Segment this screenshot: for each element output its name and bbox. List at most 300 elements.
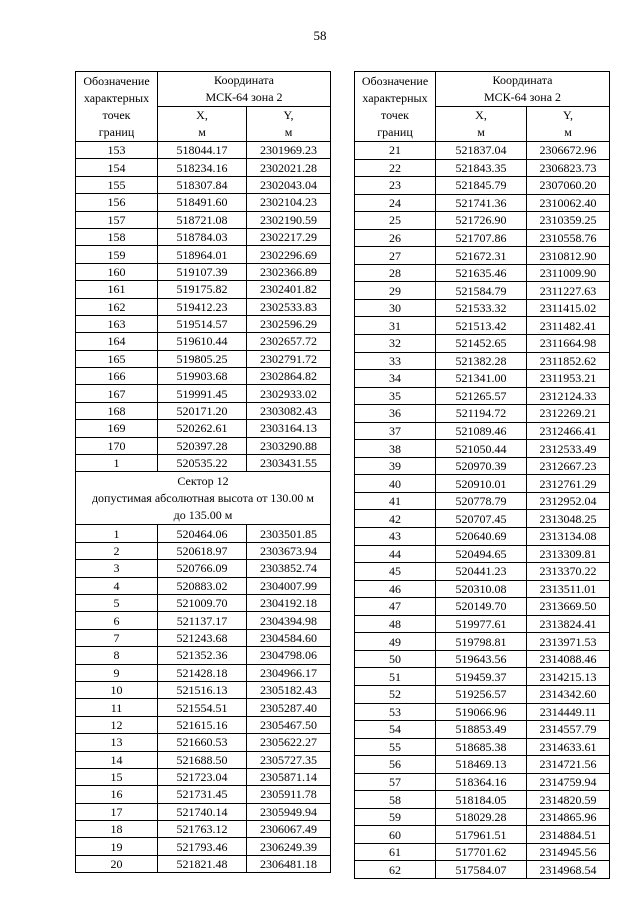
y-coordinate: 2305911.78 [247,786,331,803]
point-id: 15 [76,768,158,785]
x-coordinate: 520149.70 [436,598,527,616]
table-row [355,861,610,879]
table-row [76,525,331,542]
y-coordinate: 2314945.56 [527,843,610,861]
point-id: 28 [355,264,436,282]
header-x: X, м [436,107,527,142]
point-id: 18 [76,821,158,838]
x-coordinate: 520397.28 [158,437,247,454]
coordinates-table-right [354,71,610,879]
x-coordinate: 521265.57 [436,387,527,405]
point-id: 23 [355,177,436,195]
header-y: Y, м [247,107,331,142]
x-coordinate: 520618.97 [158,542,247,559]
header-x: X, м [158,107,247,142]
table-row [355,229,610,247]
point-id: 159 [76,246,158,263]
x-coordinate: 521352.36 [158,647,247,664]
table-row [76,142,331,159]
y-coordinate: 2304192.18 [247,594,331,611]
table-row [355,580,610,598]
x-coordinate: 518721.08 [158,211,247,228]
y-coordinate: 2313370.22 [527,563,610,581]
x-coordinate: 518964.01 [158,246,247,263]
point-id: 36 [355,405,436,423]
x-coordinate: 521723.04 [158,768,247,785]
table-row [76,159,331,176]
x-coordinate: 521428.18 [158,664,247,681]
y-coordinate: 2304394.98 [247,612,331,629]
table-row [76,560,331,577]
y-coordinate: 2314215.13 [527,668,610,686]
y-coordinate: 2302296.69 [247,246,331,263]
x-coordinate: 520970.39 [436,457,527,475]
x-coordinate: 518491.60 [158,194,247,211]
y-coordinate: 2302864.82 [247,368,331,385]
y-coordinate: 2312124.33 [527,387,610,405]
x-coordinate: 521050.44 [436,440,527,458]
point-id: 38 [355,440,436,458]
x-coordinate: 521137.17 [158,612,247,629]
table-row [355,510,610,528]
x-coordinate: 520310.08 [436,580,527,598]
table-row [76,768,331,785]
point-id: 34 [355,370,436,388]
table-row [355,440,610,458]
x-coordinate: 519175.82 [158,281,247,298]
y-coordinate: 2304007.99 [247,577,331,594]
x-coordinate: 517701.62 [436,843,527,861]
table-row [76,664,331,681]
y-coordinate: 2302657.72 [247,333,331,350]
header-point-designation: Обозначение характерных точек границ [355,72,436,142]
point-id: 33 [355,352,436,370]
point-id: 53 [355,703,436,721]
point-id: 1 [76,525,158,542]
y-coordinate: 2314865.96 [527,808,610,826]
x-coordinate: 518469.13 [436,756,527,774]
x-coordinate: 521741.36 [436,194,527,212]
x-coordinate: 521341.00 [436,370,527,388]
y-coordinate: 2310359.25 [527,212,610,230]
point-id: 4 [76,577,158,594]
y-coordinate: 2313669.50 [527,598,610,616]
table-row [355,370,610,388]
point-id: 3 [76,560,158,577]
x-coordinate: 521660.53 [158,734,247,751]
point-id: 42 [355,510,436,528]
point-id: 43 [355,528,436,546]
x-coordinate: 521243.68 [158,629,247,646]
x-coordinate: 521763.12 [158,821,247,838]
x-coordinate: 519459.37 [436,668,527,686]
point-id: 12 [76,716,158,733]
y-coordinate: 2302533.83 [247,298,331,315]
x-coordinate: 519798.81 [436,633,527,651]
y-coordinate: 2311852.62 [527,352,610,370]
point-id: 21 [355,142,436,160]
point-id: 154 [76,159,158,176]
y-coordinate: 2303501.85 [247,525,331,542]
x-coordinate: 521726.90 [436,212,527,230]
x-coordinate: 520640.69 [436,528,527,546]
point-id: 13 [76,734,158,751]
table-row [76,455,331,472]
x-coordinate: 519643.56 [436,650,527,668]
page-number: 58 [313,28,327,43]
point-id: 50 [355,650,436,668]
header-coordinate-system: Координата МСК-64 зона 2 [158,72,331,107]
table-row [76,246,331,263]
table-row [355,685,610,703]
y-coordinate: 2312533.49 [527,440,610,458]
y-coordinate: 2304966.17 [247,664,331,681]
point-id: 155 [76,176,158,193]
point-id: 1 [76,455,158,472]
x-coordinate: 521382.28 [436,352,527,370]
y-coordinate: 2314721.56 [527,756,610,774]
point-id: 14 [76,751,158,768]
table-row [355,317,610,335]
table-row [355,247,610,265]
point-id: 11 [76,699,158,716]
point-id: 162 [76,298,158,315]
y-coordinate: 2312667.23 [527,457,610,475]
y-coordinate: 2313971.53 [527,633,610,651]
table-row [76,577,331,594]
table-row [355,422,610,440]
y-coordinate: 2305949.94 [247,803,331,820]
point-id: 40 [355,475,436,493]
x-coordinate: 520778.79 [436,492,527,510]
point-id: 161 [76,281,158,298]
table-row [355,545,610,563]
y-coordinate: 2313048.25 [527,510,610,528]
table-row [76,594,331,611]
point-id: 30 [355,299,436,317]
y-coordinate: 2306823.73 [527,159,610,177]
point-id: 61 [355,843,436,861]
y-coordinate: 2301969.23 [247,142,331,159]
point-id: 10 [76,681,158,698]
y-coordinate: 2310812.90 [527,247,610,265]
y-coordinate: 2303431.55 [247,455,331,472]
y-coordinate: 2311482.41 [527,317,610,335]
x-coordinate: 520171.20 [158,402,247,419]
y-coordinate: 2306672.96 [527,142,610,160]
point-id: 20 [76,855,158,872]
point-id: 51 [355,668,436,686]
table-row [76,350,331,367]
table-row [76,647,331,664]
x-coordinate: 518307.84 [158,176,247,193]
point-id: 46 [355,580,436,598]
x-coordinate: 521513.42 [436,317,527,335]
table-row [76,734,331,751]
y-coordinate: 2313511.01 [527,580,610,598]
x-coordinate: 521740.14 [158,803,247,820]
table-row [355,457,610,475]
x-coordinate: 520441.23 [436,563,527,581]
point-id: 29 [355,282,436,300]
x-coordinate: 520910.01 [436,475,527,493]
table-row [355,668,610,686]
x-coordinate: 521516.13 [158,681,247,698]
table-row [76,176,331,193]
y-coordinate: 2312761.29 [527,475,610,493]
table-row [76,716,331,733]
x-coordinate: 520883.02 [158,577,247,594]
header-point-designation: Обозначение характерных точек границ [76,72,158,142]
table-row [76,298,331,315]
point-id: 60 [355,826,436,844]
x-coordinate: 518853.49 [436,721,527,739]
table-row [76,786,331,803]
table-row [76,612,331,629]
x-coordinate: 517961.51 [436,826,527,844]
point-id: 32 [355,335,436,353]
y-coordinate: 2314968.54 [527,861,610,879]
point-id: 31 [355,317,436,335]
x-coordinate: 518784.03 [158,228,247,245]
point-id: 156 [76,194,158,211]
point-id: 8 [76,647,158,664]
point-id: 47 [355,598,436,616]
table-row [355,703,610,721]
point-id: 45 [355,563,436,581]
y-coordinate: 2304584.60 [247,629,331,646]
point-id: 59 [355,808,436,826]
y-coordinate: 2305287.40 [247,699,331,716]
x-coordinate: 521635.46 [436,264,527,282]
y-coordinate: 2313309.81 [527,545,610,563]
y-coordinate: 2302596.29 [247,315,331,332]
x-coordinate: 520535.22 [158,455,247,472]
point-id: 57 [355,773,436,791]
table-row [355,475,610,493]
x-coordinate: 519412.23 [158,298,247,315]
point-id: 6 [76,612,158,629]
table-row [76,385,331,402]
y-coordinate: 2303290.88 [247,437,331,454]
table-row [76,821,331,838]
table-row [76,194,331,211]
x-coordinate: 521672.31 [436,247,527,265]
point-id: 37 [355,422,436,440]
table-row [76,368,331,385]
x-coordinate: 520707.45 [436,510,527,528]
x-coordinate: 521821.48 [158,855,247,872]
x-coordinate: 521707.86 [436,229,527,247]
table-row [76,281,331,298]
x-coordinate: 520494.65 [436,545,527,563]
x-coordinate: 521009.70 [158,594,247,611]
y-coordinate: 2310558.76 [527,229,610,247]
x-coordinate: 520262.61 [158,420,247,437]
table-row [355,299,610,317]
table-row [76,263,331,280]
point-id: 16 [76,786,158,803]
table-row [355,387,610,405]
y-coordinate: 2311227.63 [527,282,610,300]
table-row [355,212,610,230]
table-row [76,420,331,437]
x-coordinate: 520766.09 [158,560,247,577]
y-coordinate: 2302190.59 [247,211,331,228]
point-id: 160 [76,263,158,280]
x-coordinate: 518029.28 [436,808,527,826]
x-coordinate: 519514.57 [158,315,247,332]
point-id: 22 [355,159,436,177]
header-y: Y, м [527,107,610,142]
y-coordinate: 2314342.60 [527,685,610,703]
y-coordinate: 2303673.94 [247,542,331,559]
table-row [355,159,610,177]
x-coordinate: 518234.16 [158,159,247,176]
x-coordinate: 519066.96 [436,703,527,721]
y-coordinate: 2313134.08 [527,528,610,546]
x-coordinate: 518364.16 [436,773,527,791]
point-id: 58 [355,791,436,809]
y-coordinate: 2305871.14 [247,768,331,785]
table-row [76,751,331,768]
table-row [355,756,610,774]
x-coordinate: 521452.65 [436,335,527,353]
table-row [355,352,610,370]
table-row [76,228,331,245]
point-id: 157 [76,211,158,228]
table-row [76,211,331,228]
point-id: 56 [355,756,436,774]
y-coordinate: 2305182.43 [247,681,331,698]
x-coordinate: 521089.46 [436,422,527,440]
table-row [355,177,610,195]
table-row [355,721,610,739]
point-id: 41 [355,492,436,510]
x-coordinate: 519903.68 [158,368,247,385]
y-coordinate: 2305622.27 [247,734,331,751]
table-row [76,699,331,716]
x-coordinate: 519805.25 [158,350,247,367]
point-id: 26 [355,229,436,247]
y-coordinate: 2302366.89 [247,263,331,280]
x-coordinate: 518184.05 [436,791,527,809]
y-coordinate: 2302104.23 [247,194,331,211]
table-row [355,843,610,861]
point-id: 24 [355,194,436,212]
point-id: 54 [355,721,436,739]
point-id: 39 [355,457,436,475]
x-coordinate: 521793.46 [158,838,247,855]
y-coordinate: 2306249.39 [247,838,331,855]
y-coordinate: 2313824.41 [527,615,610,633]
y-coordinate: 2302217.29 [247,228,331,245]
table-row [355,826,610,844]
point-id: 7 [76,629,158,646]
y-coordinate: 2305467.50 [247,716,331,733]
y-coordinate: 2314557.79 [527,721,610,739]
y-coordinate: 2312269.21 [527,405,610,423]
x-coordinate: 521843.35 [436,159,527,177]
y-coordinate: 2311953.21 [527,370,610,388]
point-id: 170 [76,437,158,454]
x-coordinate: 520464.06 [158,525,247,542]
y-coordinate: 2311664.98 [527,335,610,353]
point-id: 168 [76,402,158,419]
header-coordinate-system: Координата МСК-64 зона 2 [436,72,610,107]
table-row [76,681,331,698]
table-row [355,335,610,353]
x-coordinate: 521554.51 [158,699,247,716]
point-id: 163 [76,315,158,332]
y-coordinate: 2306481.18 [247,855,331,872]
y-coordinate: 2314884.51 [527,826,610,844]
x-coordinate: 519610.44 [158,333,247,350]
x-coordinate: 521615.16 [158,716,247,733]
y-coordinate: 2314088.46 [527,650,610,668]
table-row [355,528,610,546]
point-id: 9 [76,664,158,681]
y-coordinate: 2303852.74 [247,560,331,577]
table-row [76,437,331,454]
y-coordinate: 2302401.82 [247,281,331,298]
point-id: 166 [76,368,158,385]
x-coordinate: 521845.79 [436,177,527,195]
coordinates-table-left [75,71,331,873]
x-coordinate: 519256.57 [436,685,527,703]
table-row [355,142,610,160]
x-coordinate: 519977.61 [436,615,527,633]
point-id: 44 [355,545,436,563]
table-row [76,803,331,820]
point-id: 2 [76,542,158,559]
x-coordinate: 518685.38 [436,738,527,756]
table-row [355,773,610,791]
x-coordinate: 521688.50 [158,751,247,768]
y-coordinate: 2314633.61 [527,738,610,756]
point-id: 169 [76,420,158,437]
y-coordinate: 2303082.43 [247,402,331,419]
x-coordinate: 521584.79 [436,282,527,300]
y-coordinate: 2311415.02 [527,299,610,317]
y-coordinate: 2304798.06 [247,647,331,664]
table-row [355,791,610,809]
y-coordinate: 2310062.40 [527,194,610,212]
point-id: 55 [355,738,436,756]
y-coordinate: 2306067.49 [247,821,331,838]
x-coordinate: 521533.32 [436,299,527,317]
point-id: 19 [76,838,158,855]
table-row [76,629,331,646]
table-row [76,333,331,350]
point-id: 52 [355,685,436,703]
table-row [355,808,610,826]
y-coordinate: 2314449.11 [527,703,610,721]
y-coordinate: 2305727.35 [247,751,331,768]
table-row [355,738,610,756]
point-id: 49 [355,633,436,651]
table-row [355,598,610,616]
point-id: 167 [76,385,158,402]
y-coordinate: 2302791.72 [247,350,331,367]
y-coordinate: 2314759.94 [527,773,610,791]
point-id: 27 [355,247,436,265]
y-coordinate: 2314820.59 [527,791,610,809]
point-id: 17 [76,803,158,820]
sector-header: Сектор 12 допустимая абсолютная высота от 130.00 м до 135.00 м [76,472,331,525]
x-coordinate: 517584.07 [436,861,527,879]
point-id: 48 [355,615,436,633]
